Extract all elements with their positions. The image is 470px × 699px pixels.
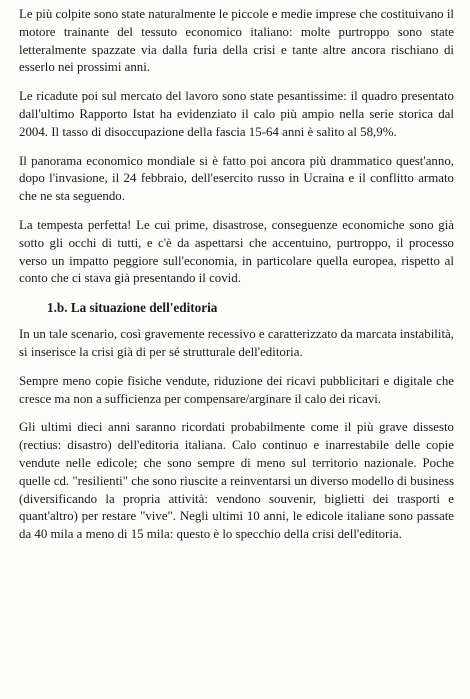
section-heading: 1.b. La situazione dell'editoria bbox=[47, 300, 218, 316]
paragraph-sme-crisis: Le più colpite sono state naturalmente le piccole e medie imprese che costituivano il motore trainante del tessuto economico italiano: molte purtroppo sono state letteralmente spazzate via dalla furia della crisi e tante altre ancora rischiano di esserlo nei prossimi anni. bbox=[19, 7, 454, 75]
paragraph-world-economy: Il panorama economico mondiale si è fatto poi ancora più drammatico quest'anno, dopo l'invasione, il 24 febbraio, dell'esercito russo in Ucraina e il conflitto armato che ne sta seguendo. bbox=[19, 153, 454, 204]
paragraph-labor-market: Le ricadute poi sul mercato del lavoro sono state pesantissime: il quadro presentato dall'ultimo Rapporto Istat ha evidenziato il calo più ampio nella serie storica dal 2004. Il tasso di disoccupazione della fascia 15-64 anni è salito al 58,9%. bbox=[19, 89, 454, 139]
paragraph-newsstands: Gli ultimi dieci anni saranno ricordati probabilmente come il più grave dissesto (rectius: disastro) dell'editoria italiana. Calo continuo e inarrestabile delle copie vendute nelle edicole; che sono sempre di meno sul territorio nazionale. Poche quelle cd. "resilienti" che sono riuscite a reinventarsi un diverso modello di business (diversificando la propria attività: vendono souvenir, biglietti dei trasporti e quant'altro) per restare "vive". Negli ultimi 10 anni, le edicole italiane sono passate da 40 mila a meno di 15 mila: questo è lo specchio della crisi dell'editoria. bbox=[19, 420, 454, 542]
paragraph-perfect-storm: La tempesta perfetta! Le cui prime, disastrose, conseguenze economiche sono già sotto gli occhi di tutti, e c'è da aspettarsi che accentuino, purtroppo, il processo verso un impatto peggiore sull'economia, in particolare quella europea, rispetto al conto che ci stava già presentando il covid. bbox=[19, 217, 454, 286]
paragraph-fewer-copies: Sempre meno copie fisiche vendute, riduzione dei ricavi pubblicitari e digitale che cresce ma non a sufficienza per compensare/arginare il calo dei ricavi. bbox=[19, 373, 454, 406]
paragraph-publishing-scenario: In un tale scenario, così gravemente recessivo e caratterizzato da marcata instabilità, si inserisce la crisi già di per sé strutturale dell'editoria. bbox=[19, 327, 454, 359]
